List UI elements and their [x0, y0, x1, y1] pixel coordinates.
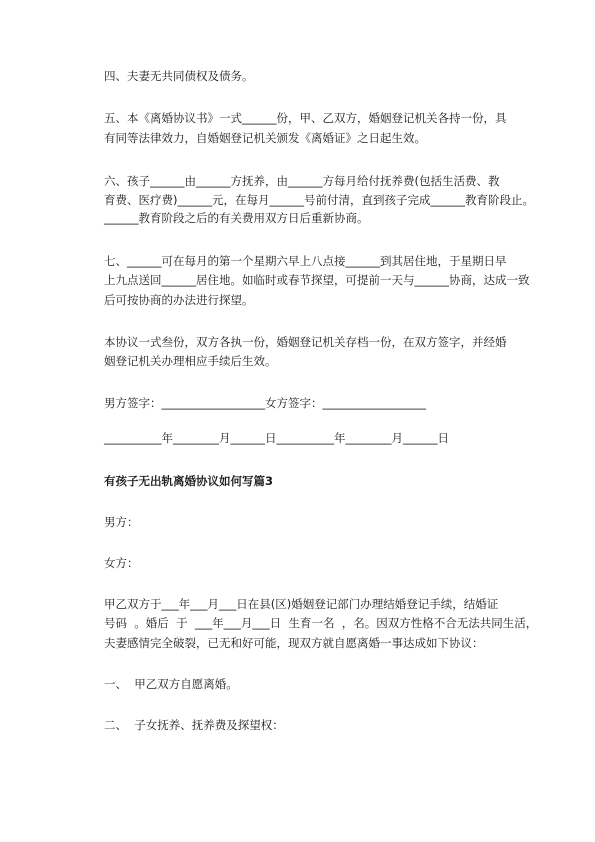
clause-5-line-2: 有同等法律效力，自婚姻登记机关颁发《离婚证》之日起生效。 [104, 131, 426, 145]
clause-4-line-1: 四、夫妻无共同债权及债务。 [104, 69, 254, 83]
article-2: 二、 子女抚养、抚养费及探望权： [104, 718, 284, 732]
marriage-info-line-1: 甲乙双方于___年___月___日在县(区)婚姻登记部门办理结婚登记手续，结婚证 [104, 597, 499, 611]
clause-6-line-2: 育费、医疗费)______元，在每月______号前付清，直到孩子完成______教育阶段止。 [104, 193, 534, 207]
clause-7-line-3: 后可按协商的办法进行探望。 [104, 293, 254, 307]
marriage-info-line-3: 夫妻感情完全破裂，已无和好可能，现双方就自愿离婚一事达成如下协议： [104, 636, 484, 650]
section-heading: 有孩子无出轨离婚协议如何写篇3 [104, 474, 273, 488]
clause-6-line-3: ______教育阶段之后的有关费用双方日后重新协商。 [104, 211, 369, 225]
clause-7-line-1: 七、______可在每月的第一个星期六早上八点接______到其居住地，于星期日早 [104, 254, 507, 268]
signature-line: 男方签字：__________________女方签字：__________________ [104, 396, 426, 410]
agreement-copies-line-1: 本协议一式叁份，双方各执一份，婚姻登记机关存档一份，在双方签字，并经婚 [104, 335, 507, 349]
article-1: 一、 甲乙双方自愿离婚。 [104, 677, 238, 691]
clause-5-line-1: 五、本《离婚协议书》一式______份，甲、乙双方，婚姻登记机关各持一份，具 [104, 111, 507, 125]
clause-7-line-2: 上九点送回______居住地。如临时或春节探望，可提前一天与______协商，达成一致 [104, 273, 530, 287]
husband-label: 男方： [104, 515, 139, 529]
wife-label: 女方： [104, 556, 139, 570]
clause-6-line-1: 六、孩子______由______方抚养，由______方每月给付抚养费(包括生活费、教 [104, 174, 500, 188]
date-line: __________年________月______日__________年________月______日 [104, 431, 449, 445]
agreement-copies-line-2: 姻登记机关办理相应手续后生效。 [104, 354, 277, 368]
marriage-info-line-2: 号码 。婚后 于 ___年___月___日 生育一名 ，名。因双方性格不合无法共同生活， [104, 616, 538, 630]
